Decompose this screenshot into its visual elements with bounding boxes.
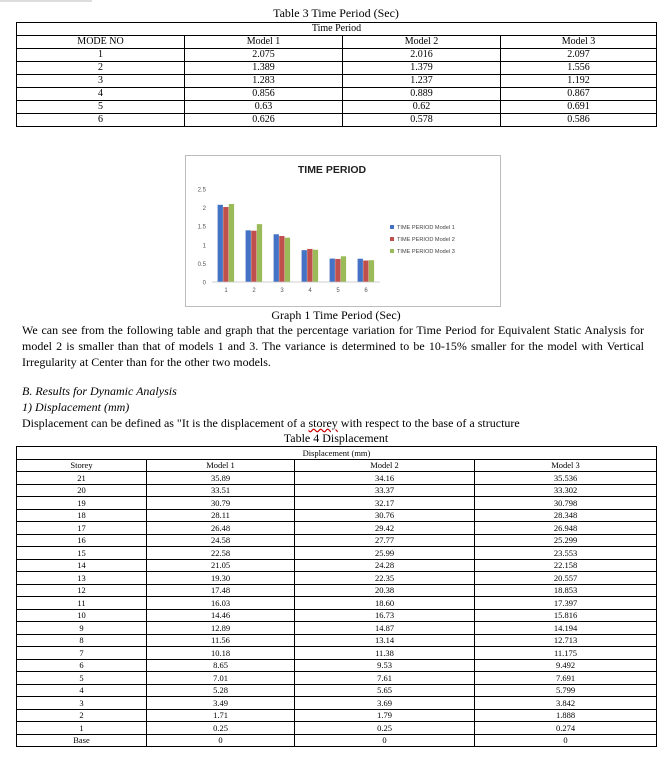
y-tick-label: 2 [202, 206, 206, 213]
table-row [17, 584, 657, 597]
x-tick-label: 3 [280, 288, 284, 294]
bar-model2-mode1 [223, 207, 228, 282]
table-cell: 2.097 [501, 49, 657, 62]
table-cell: 2 [17, 62, 185, 75]
table-row [17, 722, 657, 735]
time-period-table [16, 22, 657, 127]
y-axis [198, 188, 207, 287]
y-tick-label: 2.5 [197, 187, 206, 194]
table-row [17, 472, 657, 485]
table-cell: 33.302 [475, 484, 657, 497]
table-cell: 0.578 [343, 114, 501, 127]
section-heading-dynamic: B. Results for Dynamic Analysis [22, 384, 177, 398]
graph-caption: Graph 1 Time Period (Sec) [271, 308, 401, 322]
table-cell: 25.299 [475, 534, 657, 547]
table-cell: 5.65 [295, 684, 475, 697]
table4-group-header: Displacement (mm) [17, 447, 657, 460]
table-cell: 1 [17, 49, 185, 62]
table-cell: 26.948 [475, 522, 657, 535]
table-cell: 30.76 [295, 509, 475, 522]
table-row [17, 672, 657, 685]
table-row [17, 634, 657, 647]
table-cell: 7.01 [147, 672, 295, 685]
table-cell: 11.56 [147, 634, 295, 647]
table-cell: 12.89 [147, 622, 295, 635]
table-cell: 16.73 [295, 609, 475, 622]
table-cell: 17.397 [475, 597, 657, 610]
legend-entry: TIME PERIOD Model 3 [397, 249, 455, 255]
table4-header-model2: Model 2 [295, 459, 475, 472]
table-cell: 3.69 [295, 697, 475, 710]
table-cell: 13 [17, 572, 147, 585]
table-cell: 0.856 [185, 88, 343, 101]
table-row [17, 62, 657, 75]
table-cell: 21.05 [147, 559, 295, 572]
table-cell: 17 [17, 522, 147, 535]
bar-model2-mode4 [307, 249, 312, 282]
table-cell: 1.71 [147, 709, 295, 722]
bar-model3-mode3 [285, 238, 290, 282]
table-row [17, 647, 657, 660]
bar-model1-mode6 [358, 259, 363, 282]
table4-caption: Table 4 Displacement [283, 431, 389, 445]
table-cell: 2 [17, 709, 147, 722]
paragraph-time-period: We can see from the following table and graph that the percentage variation for Time Period for Equivalent Static Analysis for model 2 is smaller than that of models 1 and 3. The variance is determined to be 10-15% smaller for the model with Vertical Irregularity at Center than for the other two models. [22, 323, 644, 369]
table-cell: 20.557 [475, 572, 657, 585]
bar-model1-mode1 [218, 205, 223, 282]
table-cell: 2.075 [185, 49, 343, 62]
displacement-table [16, 446, 657, 747]
table-cell: 1 [17, 722, 147, 735]
table-cell: 28.348 [475, 509, 657, 522]
bar-model3-mode4 [313, 250, 318, 282]
table-row [17, 547, 657, 560]
x-tick-label: 5 [336, 288, 340, 294]
y-tick-label: 0 [202, 280, 206, 287]
chart-title: TIME PERIOD [297, 164, 367, 176]
x-axis [212, 282, 380, 294]
table-row [17, 684, 657, 697]
table-row [17, 114, 657, 127]
table-cell: 11.175 [475, 647, 657, 660]
bars [218, 204, 375, 282]
table-cell: 1.237 [343, 75, 501, 88]
table-row [17, 49, 657, 62]
legend-entry: TIME PERIOD Model 2 [397, 237, 455, 243]
table-cell: 4 [17, 88, 185, 101]
table-cell: 3.49 [147, 697, 295, 710]
table-cell: 5.28 [147, 684, 295, 697]
table-cell: 33.51 [147, 484, 295, 497]
table-cell: 14 [17, 559, 147, 572]
table-cell: 9.492 [475, 659, 657, 672]
x-tick-label: 4 [308, 288, 312, 294]
table-cell: 22.35 [295, 572, 475, 585]
table-cell: 0 [295, 734, 475, 747]
table-cell: 3.842 [475, 697, 657, 710]
table-cell: 9 [17, 622, 147, 635]
table-row [17, 522, 657, 535]
table3-header-model1: Model 1 [185, 36, 343, 49]
table-cell: 11 [17, 597, 147, 610]
bar-model1-mode5 [330, 259, 335, 282]
table-cell: 0.25 [295, 722, 475, 735]
table4-header-model3: Model 3 [475, 459, 657, 472]
legend-entry: TIME PERIOD Model 1 [397, 225, 455, 231]
table-cell: 5.799 [475, 684, 657, 697]
table-cell: 1.389 [185, 62, 343, 75]
table-cell: 33.37 [295, 484, 475, 497]
legend-swatch [390, 225, 394, 229]
table-cell: 1.283 [185, 75, 343, 88]
spellcheck-flagged-word: storey [308, 416, 338, 430]
x-tick-label: 6 [364, 288, 368, 294]
table-cell: 0.867 [501, 88, 657, 101]
bar-model3-mode1 [229, 204, 234, 282]
bar-model3-mode6 [369, 260, 374, 282]
table3-header-mode: MODE NO [17, 36, 185, 49]
table-cell: 23.553 [475, 547, 657, 560]
table-cell: 30.798 [475, 497, 657, 510]
table-cell: 1.556 [501, 62, 657, 75]
table-cell: Base [17, 734, 147, 747]
bar-model2-mode6 [363, 260, 368, 282]
table-cell: 19 [17, 497, 147, 510]
section-heading-displacement: 1) Displacement (mm) [22, 400, 130, 414]
table-cell: 24.28 [295, 559, 475, 572]
table-row [17, 497, 657, 510]
table-cell: 30.79 [147, 497, 295, 510]
table-row [17, 622, 657, 635]
bar-model2-mode2 [251, 231, 256, 282]
table-cell: 0 [147, 734, 295, 747]
table-cell: 0.63 [185, 101, 343, 114]
table-cell: 25.99 [295, 547, 475, 560]
table-cell: 8 [17, 634, 147, 647]
table-cell: 18.60 [295, 597, 475, 610]
paragraph-displacement-part1: Displacement can be defined as "It is the displacement of a [22, 416, 309, 430]
table-cell: 15.816 [475, 609, 657, 622]
table-cell: 14.46 [147, 609, 295, 622]
table-cell: 11.38 [295, 647, 475, 660]
table-cell: 26.48 [147, 522, 295, 535]
table-cell: 7.61 [295, 672, 475, 685]
table-row [17, 534, 657, 547]
table-row [17, 484, 657, 497]
table-row [17, 559, 657, 572]
table-cell: 28.11 [147, 509, 295, 522]
legend [390, 225, 455, 255]
table-row [17, 659, 657, 672]
table-cell: 9.53 [295, 659, 475, 672]
table-row [17, 572, 657, 585]
table3-caption: Table 3 Time Period (Sec) [273, 6, 399, 20]
table-cell: 35.536 [475, 472, 657, 485]
bar-model3-mode5 [341, 256, 346, 282]
table-cell: 10 [17, 609, 147, 622]
table-cell: 0.626 [185, 114, 343, 127]
table-cell: 1.79 [295, 709, 475, 722]
table-cell: 21 [17, 472, 147, 485]
y-tick-label: 1.5 [197, 224, 206, 231]
bar-model1-mode4 [302, 250, 307, 282]
table-cell: 10.18 [147, 647, 295, 660]
chart-svg [186, 156, 500, 306]
paragraph-displacement-part2: with respect to the base of a structure [337, 416, 520, 430]
bar-model1-mode2 [246, 230, 251, 282]
top-rule [0, 0, 92, 2]
legend-swatch [390, 249, 394, 253]
table-cell: 18 [17, 509, 147, 522]
table-cell: 0.586 [501, 114, 657, 127]
bar-model2-mode5 [335, 259, 340, 282]
table-cell: 20 [17, 484, 147, 497]
table-cell: 14.87 [295, 622, 475, 635]
table-cell: 22.58 [147, 547, 295, 560]
table-cell: 16 [17, 534, 147, 547]
table-row [17, 75, 657, 88]
table-row [17, 597, 657, 610]
table3-header-model2: Model 2 [343, 36, 501, 49]
table-cell: 4 [17, 684, 147, 697]
table4-body [17, 472, 657, 747]
table-cell: 7 [17, 647, 147, 660]
table-cell: 29.42 [295, 522, 475, 535]
table-row [17, 709, 657, 722]
table-cell: 1.888 [475, 709, 657, 722]
table-cell: 12 [17, 584, 147, 597]
table-cell: 5 [17, 101, 185, 114]
table-cell: 14.194 [475, 622, 657, 635]
table-row [17, 734, 657, 747]
table-cell: 16.03 [147, 597, 295, 610]
y-tick-label: 0.5 [197, 261, 206, 268]
paragraph-displacement [22, 415, 644, 431]
table-cell: 27.77 [295, 534, 475, 547]
table-cell: 0.62 [343, 101, 501, 114]
table3-group-header: Time Period [17, 23, 657, 36]
bar-model3-mode2 [257, 224, 262, 282]
table-cell: 7.691 [475, 672, 657, 685]
table3-header-model3: Model 3 [501, 36, 657, 49]
table4-header-storey: Storey [17, 459, 147, 472]
bar-model1-mode3 [274, 234, 279, 282]
table-cell: 1.192 [501, 75, 657, 88]
table-cell: 22.158 [475, 559, 657, 572]
bar-model2-mode3 [279, 236, 284, 282]
table-cell: 17.48 [147, 584, 295, 597]
table-row [17, 101, 657, 114]
table-cell: 2.016 [343, 49, 501, 62]
x-tick-label: 2 [252, 288, 256, 294]
table-cell: 0.691 [501, 101, 657, 114]
table3-body [17, 49, 657, 127]
table-cell: 18.853 [475, 584, 657, 597]
table-cell: 8.65 [147, 659, 295, 672]
table-cell: 19.30 [147, 572, 295, 585]
table-cell: 6 [17, 114, 185, 127]
table-cell: 0.889 [343, 88, 501, 101]
table-cell: 12.713 [475, 634, 657, 647]
table-cell: 32.17 [295, 497, 475, 510]
x-tick-label: 1 [224, 288, 228, 294]
table-cell: 34.16 [295, 472, 475, 485]
table-cell: 13.14 [295, 634, 475, 647]
table-row [17, 609, 657, 622]
table-cell: 20.38 [295, 584, 475, 597]
table-cell: 24.58 [147, 534, 295, 547]
table-cell: 0 [475, 734, 657, 747]
table4-header-model1: Model 1 [147, 459, 295, 472]
table-cell: 0.274 [475, 722, 657, 735]
time-period-chart [185, 155, 501, 307]
table-cell: 3 [17, 75, 185, 88]
table-cell: 3 [17, 697, 147, 710]
table-cell: 1.379 [343, 62, 501, 75]
table-cell: 35.89 [147, 472, 295, 485]
table-row [17, 697, 657, 710]
table-cell: 6 [17, 659, 147, 672]
table-row [17, 88, 657, 101]
table-cell: 15 [17, 547, 147, 560]
legend-swatch [390, 237, 394, 241]
table-cell: 5 [17, 672, 147, 685]
y-tick-label: 1 [202, 243, 206, 250]
table-cell: 0.25 [147, 722, 295, 735]
table-row [17, 509, 657, 522]
